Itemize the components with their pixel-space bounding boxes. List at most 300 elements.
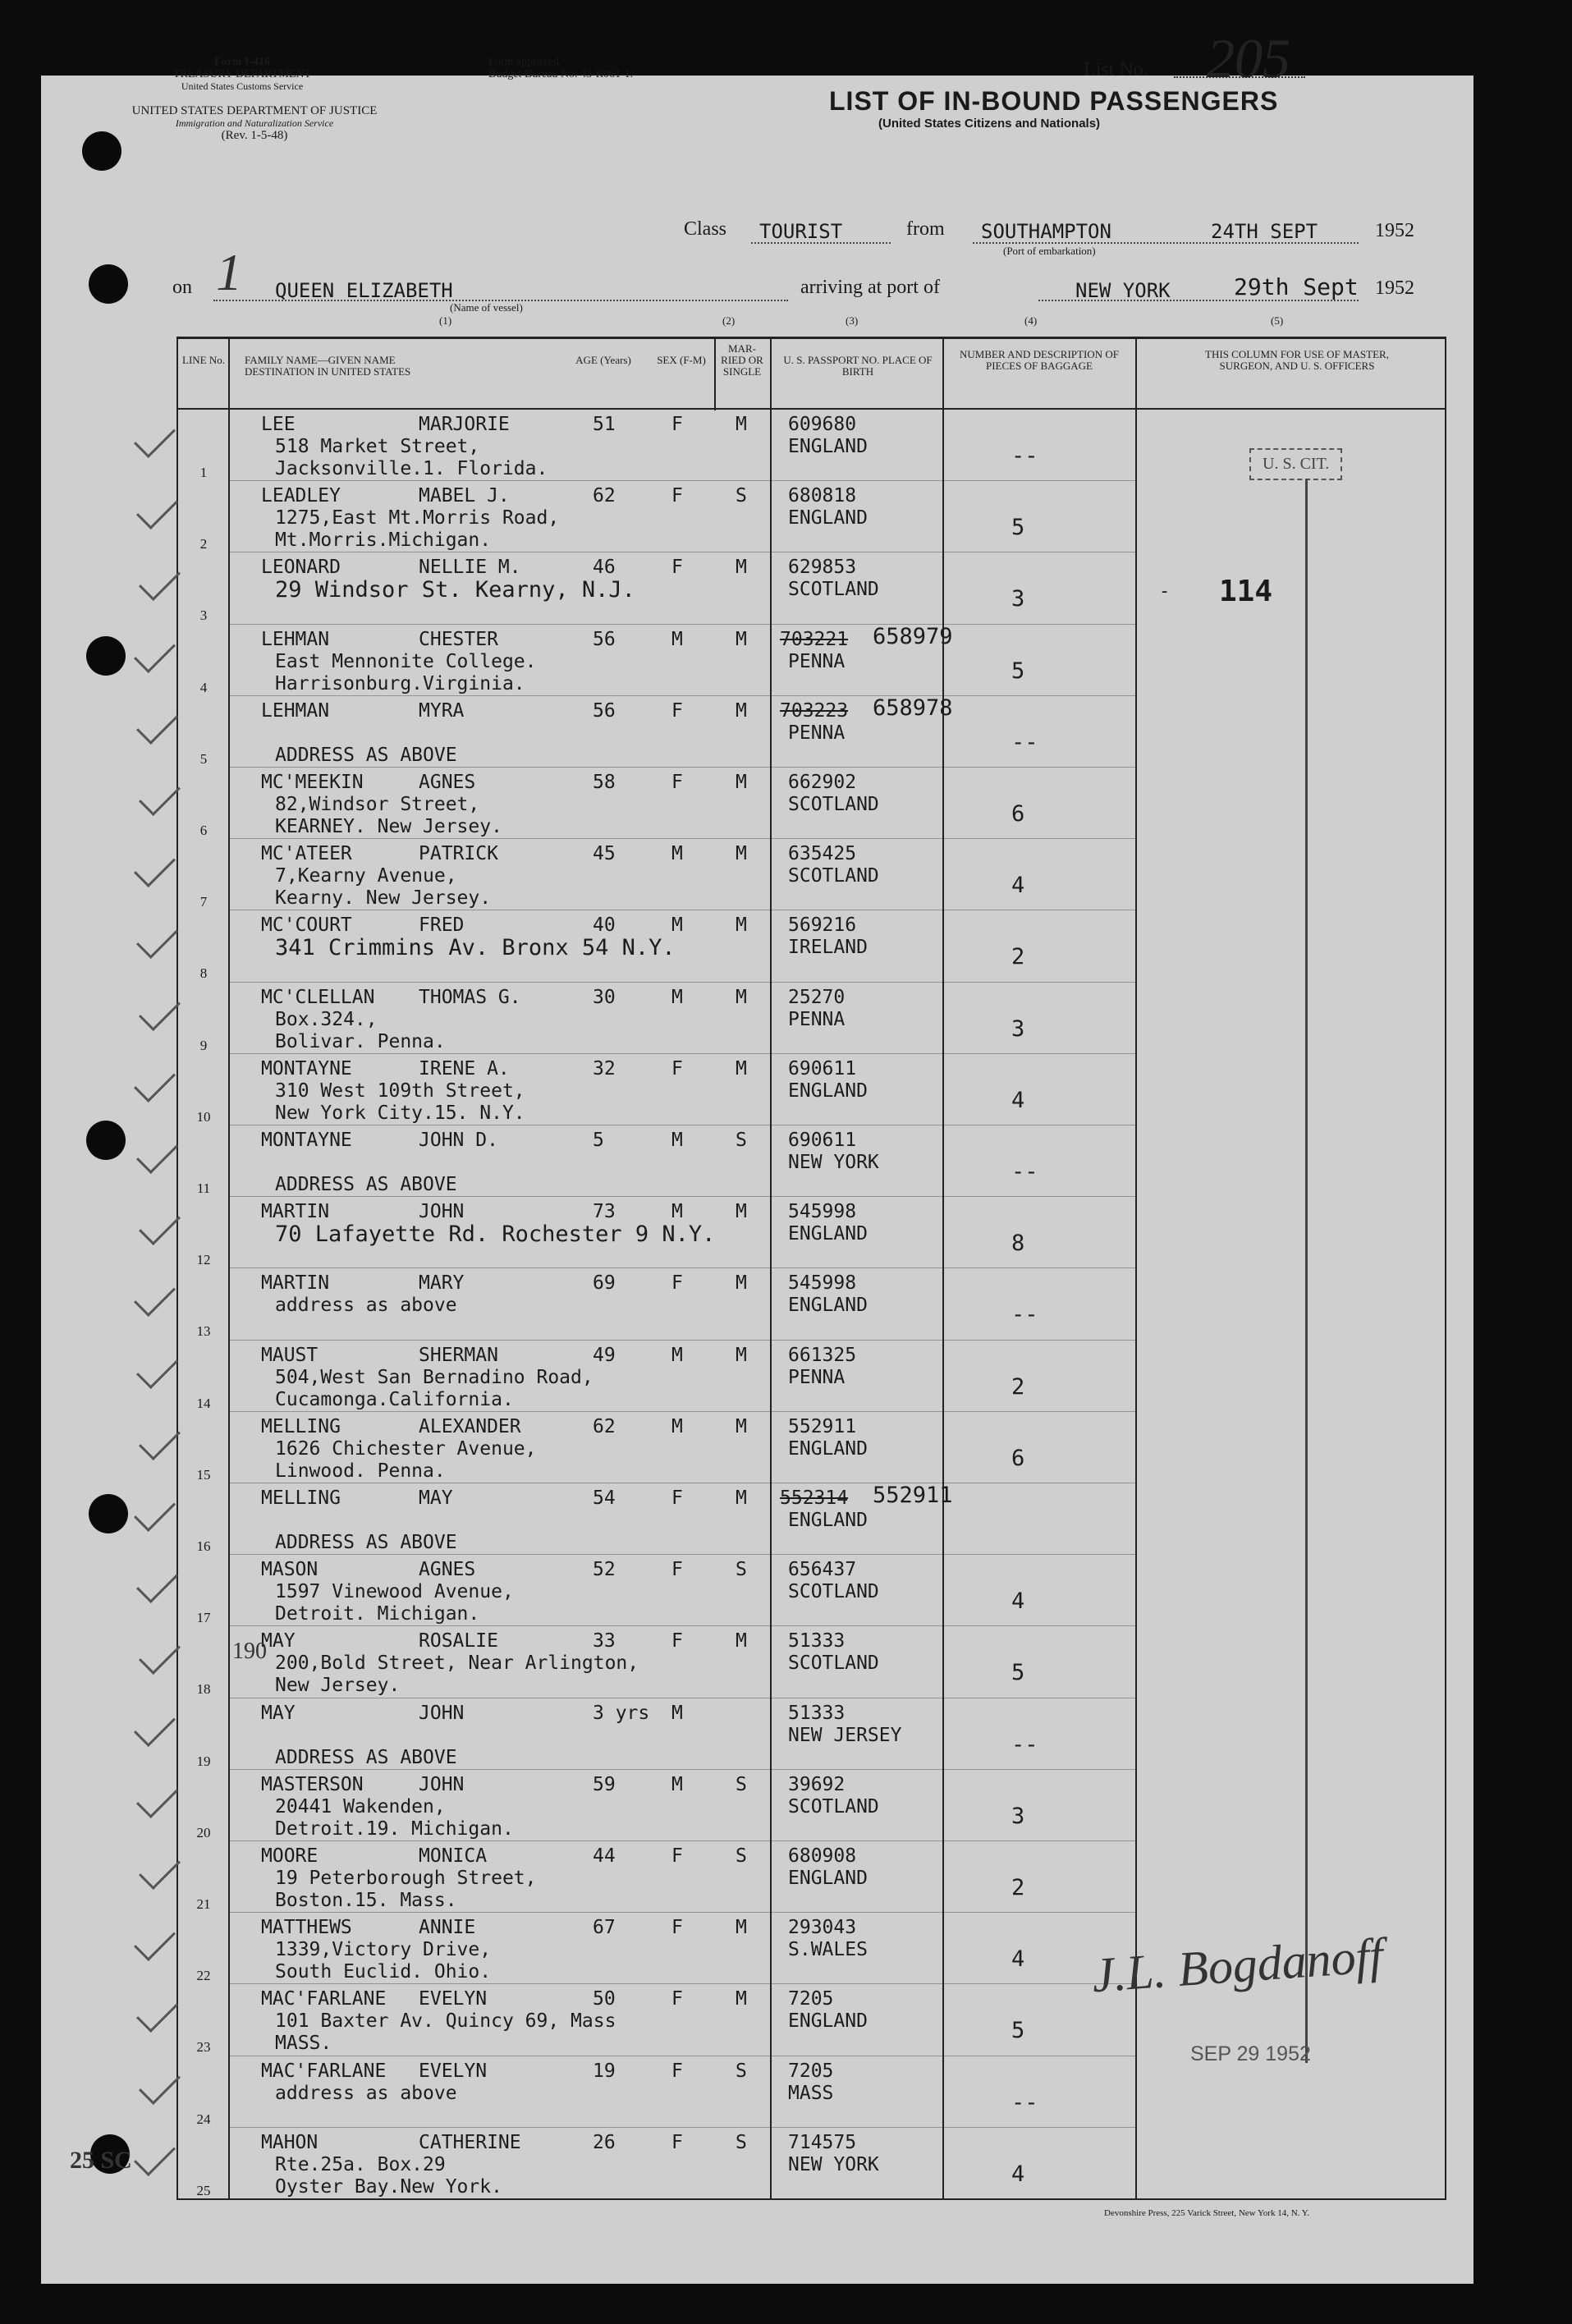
address-line-1: 200,Bold Street, Near Arlington,: [275, 1652, 639, 1675]
col-header-name: FAMILY NAME—GIVEN NAME DESTINATION IN UNITED STATES: [245, 354, 411, 378]
baggage-count: 2: [1011, 944, 1025, 970]
place-of-birth: NEW YORK: [788, 2153, 879, 2175]
line-number: 24: [196, 2111, 211, 2127]
sex: M: [671, 628, 683, 650]
family-name: MAHON: [261, 2131, 319, 2153]
family-name: LEHMAN: [261, 628, 330, 650]
age: 62: [593, 1415, 616, 1437]
table-header-rule: [176, 408, 1445, 410]
baggage-count: 5: [1011, 658, 1025, 684]
baggage-count: --: [1011, 1159, 1038, 1185]
binder-hole: [82, 131, 121, 171]
col-header-baggage: NUMBER AND DESCRIPTION OF PIECES OF BAGGAGE: [960, 348, 1119, 372]
col-index-5: (5): [1271, 314, 1284, 327]
passport-no: 661325: [788, 1344, 857, 1366]
row-rule: [228, 767, 1135, 768]
place-of-birth: ENGLAND: [788, 1437, 868, 1460]
place-of-birth: S.WALES: [788, 1939, 868, 1961]
address-line-1: 101 Baxter Av. Quincy 69, Mass: [275, 2010, 616, 2033]
page-title: LIST OF IN-BOUND PASSENGERS: [829, 86, 1279, 116]
inspector-signature: J.L. Bogdanoff: [1090, 1927, 1385, 2003]
citizen-bracket-line: [1305, 479, 1308, 2063]
row-rule: [228, 838, 1135, 839]
age: 26: [593, 2131, 616, 2153]
row-rule: [228, 1340, 1135, 1341]
passport-no: 690611: [788, 1130, 857, 1151]
address-line-2: ADDRESS AS ABOVE: [275, 1174, 457, 1195]
rev-date: (Rev. 1-5-48): [221, 129, 288, 142]
embark-year: 52: [1395, 220, 1414, 241]
col-rule: [1135, 337, 1137, 2200]
embark-year-prefix: 19: [1375, 220, 1395, 241]
form-customs: United States Customs Service: [181, 80, 304, 92]
passport-no: 51333: [788, 1630, 846, 1652]
line-number: 15: [196, 1466, 211, 1483]
marital-status: M: [736, 986, 747, 1008]
arrival-date: 29th Sept: [1234, 273, 1359, 300]
form-dept: TREASURY DEPARTMENT: [172, 68, 312, 80]
address-line-2: Bolivar. Penna.: [275, 1030, 446, 1052]
form-number: Form I-416: [213, 56, 271, 68]
date-stamp: SEP 29 1952: [1190, 2042, 1311, 2065]
table-bottom-rule: [176, 2198, 1445, 2200]
place-of-birth: ENGLAND: [788, 1079, 868, 1102]
marital-status: S: [736, 1845, 747, 1867]
passport-no: 569216: [788, 914, 857, 937]
col-header-line: LINE No.: [182, 354, 225, 366]
family-name: MC'ATEER: [261, 843, 352, 865]
age: 69: [593, 1272, 616, 1295]
marital-status: S: [736, 2131, 747, 2153]
passport-no: 39692: [788, 1773, 846, 1795]
place-of-birth: ENGLAND: [788, 1223, 868, 1245]
sex: F: [671, 1630, 683, 1652]
line-number: 5: [199, 750, 208, 767]
col-index-4: (4): [1024, 314, 1038, 327]
passport-no: 680908: [788, 1845, 857, 1867]
place-of-birth: ENGLAND: [788, 436, 868, 457]
given-name: EVELYN: [419, 1988, 488, 2010]
line-number: 10: [196, 1108, 211, 1125]
age: 58: [593, 772, 616, 793]
passport-no: 662902: [788, 772, 857, 793]
count-dash: -: [1159, 581, 1171, 602]
line-number: 7: [199, 894, 208, 910]
given-name: JOHN: [419, 1773, 465, 1795]
given-name: MYRA: [419, 699, 465, 722]
age: 51: [593, 414, 616, 435]
marital-status: M: [736, 914, 747, 937]
age: 3 yrs: [593, 1702, 650, 1724]
col-index-1: (1): [439, 314, 452, 327]
sex: M: [671, 1344, 683, 1366]
family-name: LEADLEY: [261, 485, 341, 507]
line-number: 1: [199, 465, 208, 480]
vessel-caption: (Name of vessel): [450, 301, 523, 314]
address-line-1: 29 Windsor St. Kearny, N.J.: [275, 577, 635, 603]
age: 46: [593, 557, 616, 579]
passport-no: 51333: [788, 1702, 846, 1724]
given-name: MABEL J.: [419, 485, 510, 507]
given-name: ALEXANDER: [419, 1415, 521, 1437]
passport-no: 552911: [788, 1415, 857, 1437]
place-of-birth: SCOTLAND: [788, 794, 879, 815]
marital-status: M: [736, 843, 747, 865]
baggage-count: 6: [1011, 1445, 1025, 1471]
place-of-birth: SCOTLAND: [788, 865, 879, 887]
address-line-1: 1597 Vinewood Avenue,: [275, 1581, 514, 1603]
sex: F: [671, 557, 683, 579]
family-name: MOORE: [261, 1845, 319, 1867]
address-line-2: Boston.15. Mass.: [275, 1890, 457, 1911]
arrival-year: 52: [1395, 277, 1414, 299]
sex: F: [671, 1057, 683, 1079]
from-rule: [973, 242, 1359, 244]
given-name: ROSALIE: [419, 1630, 498, 1652]
row-rule: [228, 2127, 1135, 2128]
marital-status: M: [736, 414, 747, 435]
passport-no: 658978: [873, 694, 953, 721]
arriving-label: arriving at port of: [800, 277, 940, 298]
address-line-1: address as above: [275, 1295, 457, 1317]
address-line-2: ADDRESS AS ABOVE: [275, 1746, 457, 1768]
family-name: LEHMAN: [261, 699, 330, 722]
address-line-1: 7,Kearny Avenue,: [275, 865, 457, 887]
col-header-officers: THIS COLUMN FOR USE OF MASTER, SURGEON, AND U. S. OFFICERS: [1205, 348, 1389, 372]
address-line-1: 341 Crimmins Av. Bronx 54 N.Y.: [275, 935, 676, 961]
family-name: MC'COURT: [261, 914, 352, 937]
binder-hole: [86, 1121, 126, 1160]
line-number: 25: [196, 2182, 211, 2198]
marital-status: M: [736, 628, 747, 650]
age: 44: [593, 1845, 616, 1867]
place-of-birth: NEW YORK: [788, 1152, 879, 1173]
address-line-2: New York City.15. N.Y.: [275, 1102, 525, 1124]
sex: F: [671, 2131, 683, 2153]
line-number: 14: [196, 1395, 211, 1411]
passport-no: 680818: [788, 485, 857, 507]
doj-info: [131, 105, 378, 142]
marital-status: S: [736, 1130, 747, 1151]
class-value: TOURIST: [759, 220, 843, 243]
passport-no: 545998: [788, 1201, 857, 1223]
passport-no-struck: 552314: [780, 1487, 849, 1509]
address-line-1: 1339,Victory Drive,: [275, 1939, 492, 1961]
citizen-count: 114: [1219, 575, 1273, 608]
place-of-birth: PENNA: [788, 650, 846, 672]
baggage-count: 3: [1011, 1803, 1025, 1829]
address-line-2: Cucamonga.California.: [275, 1388, 514, 1410]
vessel-name: QUEEN ELIZABETH: [275, 279, 453, 302]
line-number: 13: [196, 1323, 211, 1340]
form-info: [131, 56, 353, 93]
given-name: EVELYN: [419, 2060, 488, 2082]
baggage-count: 5: [1011, 515, 1025, 541]
sex: M: [671, 1201, 683, 1223]
col-header-married: MAR-RIED OR SINGLE: [721, 342, 763, 378]
family-name: MC'CLELLAN: [261, 986, 375, 1008]
passport-no: 629853: [788, 557, 857, 579]
sex: M: [671, 986, 683, 1008]
given-name: ANNIE: [419, 1917, 476, 1939]
address-line-2: Jacksonville.1. Florida.: [275, 458, 548, 479]
given-name: CATHERINE: [419, 2131, 521, 2153]
col-header-age: AGE (Years): [575, 354, 631, 366]
line-number: 20: [196, 1824, 211, 1840]
handwritten-correction: 190: [232, 1639, 267, 1665]
baggage-count: 4: [1011, 873, 1025, 899]
address-line-2: Detroit.19. Michigan.: [275, 1817, 514, 1840]
given-name: AGNES: [419, 1559, 476, 1581]
address-line-1: address as above: [275, 2082, 457, 2104]
place-of-birth: ENGLAND: [788, 507, 868, 529]
given-name: SHERMAN: [419, 1344, 498, 1366]
arrival-rule: [1038, 300, 1359, 301]
passport-no: 293043: [788, 1917, 857, 1939]
margin-note: 25 SC: [70, 2147, 132, 2174]
class-rule: [751, 242, 891, 244]
address-line-1: 70 Lafayette Rd. Rochester 9 N.Y.: [275, 1222, 716, 1248]
form-approval: [488, 56, 633, 80]
address-line-1: East Mennonite College.: [275, 650, 537, 672]
table-top-rule: [176, 337, 1445, 339]
row-rule: [228, 1983, 1135, 1984]
row-rule: [228, 624, 1135, 625]
bureau-text: Budget Bureau No. 43-R061-1.: [488, 68, 634, 80]
age: 59: [593, 1773, 616, 1795]
line-number: 3: [199, 607, 208, 624]
address-line-2: Oyster Bay.New York.: [275, 2175, 502, 2198]
sex: M: [671, 1773, 683, 1795]
row-rule: [228, 1267, 1135, 1268]
us-citizen-stamp: U. S. CIT.: [1249, 448, 1342, 480]
given-name: CHESTER: [419, 628, 498, 650]
baggage-count: 4: [1011, 1946, 1025, 1973]
address-line-1: 19 Peterborough Street,: [275, 1868, 537, 1889]
sex: M: [671, 914, 683, 937]
address-line-1: 1275,East Mt.Morris Road,: [275, 507, 560, 529]
baggage-count: 4: [1011, 1588, 1025, 1615]
list-no-value: 205: [1207, 27, 1290, 89]
address-line-2: South Euclid. Ohio.: [275, 1961, 492, 1983]
address-line-2: Linwood. Penna.: [275, 1460, 446, 1482]
address-line-2: Mt.Morris.Michigan.: [275, 529, 492, 552]
age: 73: [593, 1201, 616, 1223]
row-rule: [228, 982, 1135, 983]
age: 30: [593, 986, 616, 1008]
marital-status: S: [736, 2060, 747, 2082]
age: 32: [593, 1057, 616, 1079]
marital-status: M: [736, 1415, 747, 1437]
passport-no: 609680: [788, 414, 857, 435]
marital-status: M: [736, 772, 747, 793]
family-name: MONTAYNE: [261, 1130, 352, 1151]
arrival-year-prefix: 19: [1375, 277, 1395, 299]
family-name: MARTIN: [261, 1201, 330, 1223]
given-name: FRED: [419, 914, 465, 937]
line-number: 21: [196, 1896, 211, 1912]
family-name: MELLING: [261, 1415, 341, 1437]
col-index-3: (3): [846, 314, 859, 327]
passport-no: 7205: [788, 1988, 834, 2010]
sex: M: [671, 1702, 683, 1724]
given-name: MONICA: [419, 1845, 488, 1867]
sex: F: [671, 1559, 683, 1581]
age: 33: [593, 1630, 616, 1652]
sex: F: [671, 1988, 683, 2010]
row-rule: [228, 1840, 1135, 1841]
arrival-port: NEW YORK: [1075, 279, 1171, 302]
embark-date: 24TH SEPT: [1211, 220, 1318, 243]
sex: M: [671, 843, 683, 865]
line-number: 4: [199, 679, 208, 695]
given-name: MARY: [419, 1272, 465, 1295]
place-of-birth: SCOTLAND: [788, 579, 879, 601]
age: 49: [593, 1344, 616, 1366]
age: 56: [593, 699, 616, 722]
address-line-2: Detroit. Michigan.: [275, 1603, 480, 1625]
marital-status: M: [736, 1201, 747, 1223]
col-rule: [1445, 337, 1446, 2200]
baggage-count: --: [1011, 729, 1038, 755]
place-of-birth: SCOTLAND: [788, 1581, 879, 1603]
from-value: SOUTHAMPTON: [981, 220, 1111, 243]
place-of-birth: NEW JERSEY: [788, 1724, 902, 1746]
col-index-2: (2): [722, 314, 736, 327]
family-name: MAY: [261, 1702, 296, 1724]
passport-no: 25270: [788, 986, 846, 1008]
marital-status: S: [736, 485, 747, 507]
age: 40: [593, 914, 616, 937]
baggage-count: 6: [1011, 801, 1025, 827]
address-line-2: Harrisonburg.Virginia.: [275, 672, 525, 694]
family-name: MAC'FARLANE: [261, 1988, 387, 2010]
family-name: MAY: [261, 1630, 296, 1652]
baggage-count: 5: [1011, 2018, 1025, 2044]
on-label: on: [172, 277, 192, 298]
sex: F: [671, 1487, 683, 1509]
family-name: MC'MEEKIN: [261, 772, 364, 793]
address-line-2: Kearny. New Jersey.: [275, 887, 492, 910]
given-name: MARJORIE: [419, 414, 510, 435]
marital-status: M: [736, 1487, 747, 1509]
line-number: 23: [196, 2039, 211, 2056]
family-name: MARTIN: [261, 1272, 330, 1295]
sex: M: [671, 1130, 683, 1151]
ins-name: Immigration and Naturalization Service: [175, 117, 334, 129]
address-line-1: Rte.25a. Box.29: [275, 2153, 446, 2175]
baggage-count: 4: [1011, 1087, 1025, 1113]
age: 52: [593, 1559, 616, 1581]
line-number: 19: [196, 1753, 211, 1769]
given-name: NELLIE M.: [419, 557, 521, 579]
family-name: MASTERSON: [261, 1773, 364, 1795]
passport-no: 545998: [788, 1272, 857, 1295]
place-of-birth: PENNA: [788, 722, 846, 744]
line-number: 22: [196, 1968, 211, 1984]
given-name: IRENE A.: [419, 1057, 510, 1079]
marital-status: S: [736, 1773, 747, 1795]
baggage-count: 5: [1011, 1660, 1025, 1686]
row-rule: [228, 1554, 1135, 1555]
line-number: 2: [199, 536, 208, 552]
baggage-count: 2: [1011, 1875, 1025, 1900]
line-number: 12: [196, 1252, 211, 1268]
marital-status: M: [736, 1917, 747, 1939]
family-name: MAUST: [261, 1344, 319, 1366]
place-of-birth: ENGLAND: [788, 1510, 868, 1531]
line-number: 6: [199, 823, 208, 838]
baggage-count: --: [1011, 1731, 1038, 1758]
address-line-1: Box.324.,: [275, 1008, 378, 1030]
marital-status: M: [736, 1988, 747, 2010]
baggage-count: --: [1011, 443, 1038, 469]
on-handwritten: 1: [216, 243, 242, 301]
sex: F: [671, 1845, 683, 1867]
given-name: PATRICK: [419, 843, 498, 865]
marital-status: M: [736, 1344, 747, 1366]
marital-status: M: [736, 699, 747, 722]
given-name: JOHN: [419, 1702, 465, 1724]
sex: M: [671, 1415, 683, 1437]
place-of-birth: IRELAND: [788, 937, 868, 959]
address-line-1: 518 Market Street,: [275, 436, 480, 457]
address-line-2: MASS.: [275, 2033, 332, 2055]
baggage-count: 4: [1011, 2161, 1025, 2187]
family-name: MAC'FARLANE: [261, 2060, 387, 2082]
place-of-birth: ENGLAND: [788, 2010, 868, 2033]
row-rule: [228, 1912, 1135, 1913]
passport-no: 635425: [788, 843, 857, 865]
address-line-1: 1626 Chichester Avenue,: [275, 1437, 537, 1460]
passport-no: 552911: [873, 1483, 953, 1508]
baggage-count: --: [1011, 1302, 1038, 1328]
row-rule: [228, 480, 1135, 481]
passport-no: 658979: [873, 623, 953, 649]
line-number: 17: [196, 1610, 211, 1626]
baggage-count: 3: [1011, 1015, 1025, 1042]
address-line-2: New Jersey.: [275, 1675, 401, 1697]
age: 5: [593, 1130, 604, 1151]
place-of-birth: PENNA: [788, 1008, 846, 1030]
passport-no-struck: 703221: [780, 628, 849, 650]
place-of-birth: ENGLAND: [788, 1868, 868, 1889]
sex: F: [671, 772, 683, 793]
class-label: Class: [684, 218, 727, 240]
list-no-label: List No.: [1084, 59, 1148, 80]
given-name: AGNES: [419, 772, 476, 793]
row-rule: [228, 1053, 1135, 1054]
binder-hole: [89, 1494, 128, 1533]
age: 19: [593, 2060, 616, 2082]
line-number: 16: [196, 1538, 211, 1554]
sex: F: [671, 2060, 683, 2082]
place-of-birth: SCOTLAND: [788, 1795, 879, 1817]
address-line-2: KEARNEY. New Jersey.: [275, 816, 502, 837]
family-name: MELLING: [261, 1487, 341, 1509]
age: 54: [593, 1487, 616, 1509]
address-line-2: ADDRESS AS ABOVE: [275, 1532, 457, 1553]
row-rule: [228, 1196, 1135, 1197]
address-line-1: 310 West 109th Street,: [275, 1079, 525, 1102]
place-of-birth: MASS: [788, 2082, 834, 2104]
place-of-birth: SCOTLAND: [788, 1652, 879, 1675]
col-header-sex: SEX (F-M): [657, 354, 706, 366]
family-name: MASON: [261, 1559, 319, 1581]
marital-status: M: [736, 1630, 747, 1652]
age: 67: [593, 1917, 616, 1939]
passport-no: 7205: [788, 2060, 834, 2082]
